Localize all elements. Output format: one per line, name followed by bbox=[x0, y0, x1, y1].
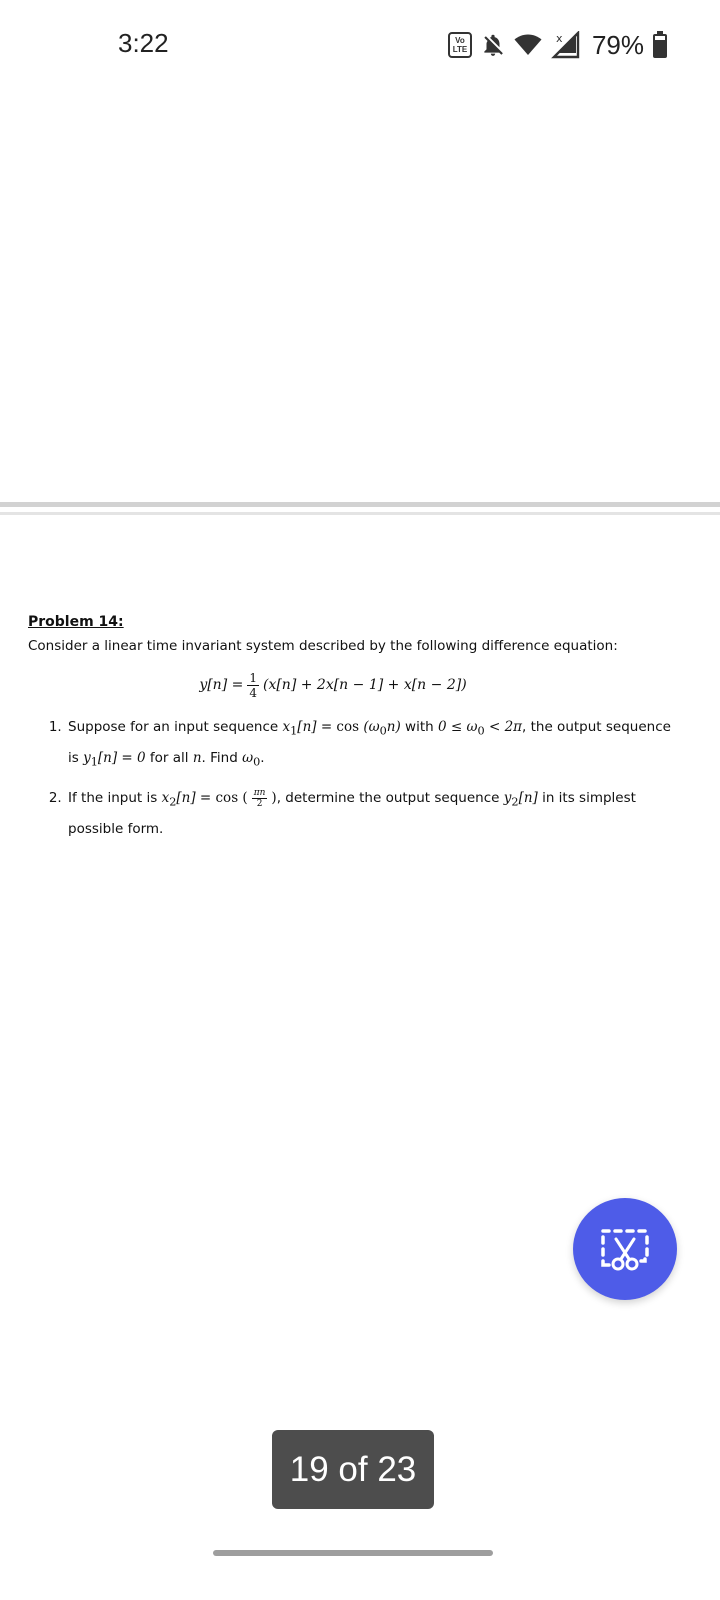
problem-intro: Consider a linear time invariant system described by the following difference equation: bbox=[28, 638, 618, 654]
page-separator-line bbox=[0, 512, 720, 515]
math: x bbox=[161, 790, 170, 807]
gesture-navigation-bar[interactable] bbox=[213, 1550, 493, 1556]
volte-label-top: Vo bbox=[455, 36, 465, 45]
equation-lhs: y[n] = bbox=[199, 677, 244, 693]
status-time: 3:22 bbox=[118, 28, 169, 58]
status-icons bbox=[448, 28, 668, 62]
text: for all bbox=[145, 749, 193, 766]
math: cos bbox=[215, 790, 239, 807]
status-bar bbox=[0, 0, 720, 90]
page-separator-line bbox=[0, 502, 720, 507]
math: [n] = bbox=[176, 790, 216, 807]
math: cos bbox=[336, 719, 360, 735]
document-page bbox=[28, 614, 678, 852]
fraction-numerator: 1 bbox=[249, 670, 257, 685]
equation-fraction bbox=[247, 671, 259, 700]
volte-label-bottom: LTE bbox=[452, 45, 468, 54]
math: x bbox=[282, 719, 291, 735]
text: with bbox=[400, 719, 438, 735]
page-indicator: 19 of 23 bbox=[272, 1430, 434, 1509]
subscript: 2 bbox=[169, 796, 177, 810]
math: n) bbox=[386, 719, 401, 735]
page-separator bbox=[0, 502, 720, 518]
math: < 2π bbox=[484, 719, 523, 735]
fraction-denominator: 4 bbox=[249, 685, 257, 700]
subscript: 1 bbox=[90, 755, 98, 769]
signal-no-data-icon bbox=[550, 31, 580, 59]
wifi-icon bbox=[514, 33, 542, 57]
subscript: 0 bbox=[379, 724, 387, 738]
fraction-numerator: πn bbox=[253, 787, 266, 798]
difference-equation bbox=[0, 662, 678, 708]
text: Suppose for an input sequence bbox=[68, 719, 283, 735]
paren-open: ( bbox=[242, 790, 248, 807]
subscript: 0 bbox=[477, 724, 485, 738]
problem-parts bbox=[28, 714, 678, 842]
text: . Find bbox=[201, 749, 243, 766]
problem-part-2 bbox=[66, 785, 678, 842]
fraction bbox=[252, 788, 268, 809]
math: ω bbox=[242, 749, 254, 766]
notifications-off-icon bbox=[480, 32, 506, 58]
math: y bbox=[83, 749, 91, 766]
battery-icon bbox=[652, 31, 668, 59]
volte-icon bbox=[448, 32, 472, 58]
math: y bbox=[503, 790, 512, 807]
svg-text:x: x bbox=[555, 32, 563, 45]
text: , determine the output sequence bbox=[276, 790, 504, 807]
screenshot-crop-scissors-icon bbox=[599, 1225, 651, 1273]
math: 0 ≤ ω bbox=[438, 719, 478, 735]
fraction-denominator: 2 bbox=[256, 798, 263, 809]
paren-close: ) bbox=[271, 790, 277, 807]
subscript: 1 bbox=[290, 724, 298, 738]
text: . bbox=[260, 749, 265, 766]
math: [n] = bbox=[297, 719, 337, 735]
text: in its simplest possible form. bbox=[68, 790, 636, 838]
math: n bbox=[192, 749, 202, 766]
equation-rhs: (x[n] + 2x[n − 1] + x[n − 2]) bbox=[262, 677, 467, 693]
problem-part-1 bbox=[66, 714, 678, 775]
math: [n] bbox=[518, 790, 538, 807]
problem-title: Problem 14: bbox=[28, 614, 124, 630]
screenshot-crop-button[interactable] bbox=[573, 1198, 677, 1300]
subscript: 0 bbox=[253, 755, 261, 769]
math: [n] = 0 bbox=[97, 749, 146, 766]
math: (ω bbox=[359, 719, 380, 735]
battery-percent: 79% bbox=[591, 29, 644, 60]
subscript: 2 bbox=[511, 796, 519, 810]
text: , the output sequence is bbox=[68, 719, 671, 766]
text: If the input is bbox=[68, 790, 162, 807]
